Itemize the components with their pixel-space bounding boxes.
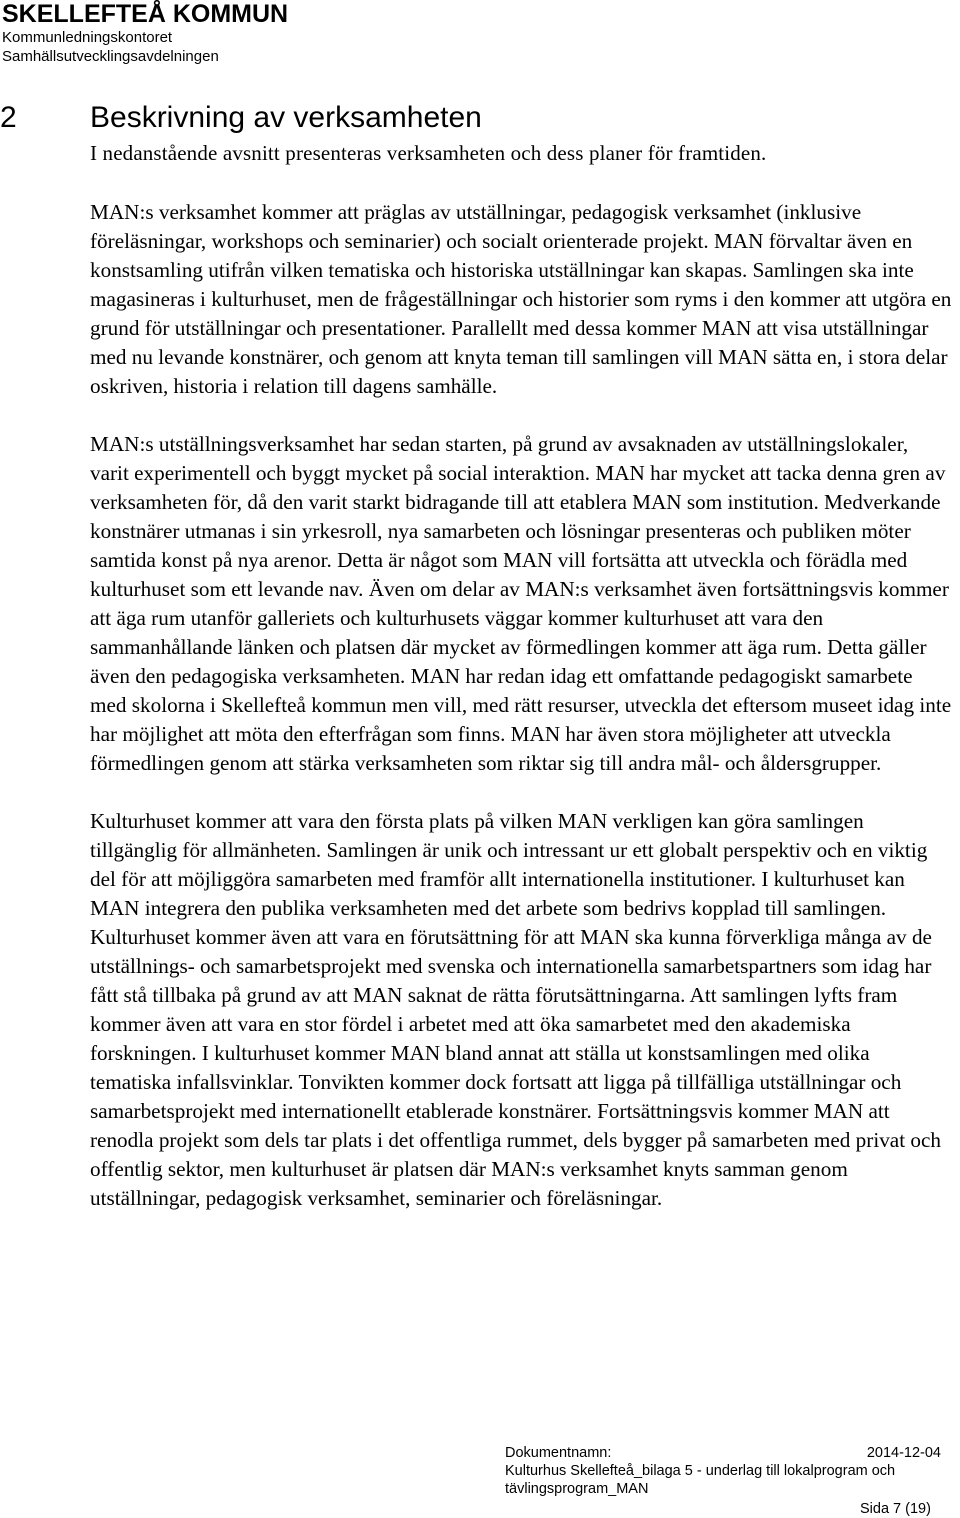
page-header [2, 0, 288, 66]
document-date: 2014-12-04 [866, 1445, 941, 1461]
organization-name: SKELLEFTEÅ KOMMUN [2, 0, 289, 28]
department-name: Kommunledningskontoret [2, 29, 173, 46]
paragraph: MAN:s utställningsverksamhet har sedan starten, på grund av avsaknaden av utställningslokaler, varit experimentell och byggt mycket på social interaktion. MAN har mycket att tacka denna gren av verksamheten för, då den varit starkt bidragande till att etablera MAN som institution. Medverkande konstnärer utmanas i sin yrkesroll, nya samarbeten och lösningar presenteras och publiken möter samtida konst på nya arenor. Detta är något som MAN vill fortsätta att utveckla och förädla med kulturhuset som ett levande nav. Även om delar av MAN:s verksamhet även fortsättningsvis kommer att äga rum utanför galleriets och kulturhusets väggar kommer kulturhuset att vara den sammanhållande länken och platsen där mycket av förmedlingen kommer att äga rum. Detta gäller även den pedagogiska verksamheten. MAN har redan idag ett omfattande pedagogiskt samarbete med skolorna i Skellefteå kommun men vill, med rätt resurser, utveckla det eftersom museet idag inte har möjlighet att möta den efterfrågan som finns. MAN har även stora möjligheter att utveckla förmedlingen genom att stärka verksamheten som riktar sig till andra mål- och åldersgrupper. [90, 432, 952, 775]
paragraph: MAN:s verksamhet kommer att präglas av utställningar, pedagogisk verksamhet (inklusive föreläsningar, workshops och seminarier) och socialt orienterade projekt. MAN förvaltar även en konstsamling utifrån vilken tematiska och historiska utställningar kan skapas. Samlingen ska inte magasineras i kulturhuset, men de frågeställningar och historier som ryms i den kommer att utgöra en grund för utställningar och presentationer. Parallellt med dessa kommer MAN att visa utställningar med nu levande konstnärer, och genom att knyta teman till samlingen vill MAN sätta en, i stora delar oskriven, historia i relation till dagens samhälle. [90, 200, 952, 398]
section-heading [0, 100, 482, 136]
body-text [90, 198, 952, 1242]
document-name: Kulturhus Skellefteå_bilaga 5 - underlag till lokalprogram och tävlingsprogram_MAN [505, 1463, 896, 1497]
document-name-label: Dokumentnamn: [505, 1445, 612, 1461]
division-name: Samhällsutvecklingsavdelningen [2, 48, 219, 65]
section-title: Beskrivning av verksamheten [90, 101, 482, 134]
section-number: 2 [0, 101, 17, 134]
page-number: Sida 7 (19) [860, 1501, 931, 1517]
paragraph: Kulturhuset kommer att vara den första plats på vilken MAN verkligen kan göra samlingen tillgänglig för allmänheten. Samlingen är unik och intressant ur ett globalt perspektiv och en viktig del för att möjliggöra samarbeten med framför allt internationella institutioner. I kulturhuset kan MAN integrera den publika verksamheten med det arbete som bedrivs kopplad till samlingen. Kulturhuset kommer även att vara en förutsättning för att MAN ska kunna förverkliga många av de utställnings- och samarbetsprojekt med svenska och internationella samarbetspartners som idag har fått stå tillbaka på grund av att MAN saknat de rätta förutsättningarna. Att samlingen lyfts fram kommer även att vara en stor fördel i arbetet med att öka samarbetet med den akademiska forskningen. I kulturhuset kommer MAN bland annat att ställa ut konstsamlingen med olika tematiska infallsvinklar. Tonvikten kommer dock fortsatt att ligga på tillfälliga utställningar och samarbetsprojekt med internationellt etablerade konstnärer. Fortsättningsvis kommer MAN att renodla projekt som dels tar plats i det offentliga rummet, dels bygger på samarbeten med privat och offentlig sektor, men kulturhuset är platsen där MAN:s verksamhet knyts samman genom utställningar, pedagogisk verksamhet, seminarier och föreläsningar. [90, 809, 941, 1210]
section-intro: I nedanstående avsnitt presenteras verksamheten och dess planer för framtiden. [90, 141, 767, 165]
page-footer [505, 1444, 941, 1517]
